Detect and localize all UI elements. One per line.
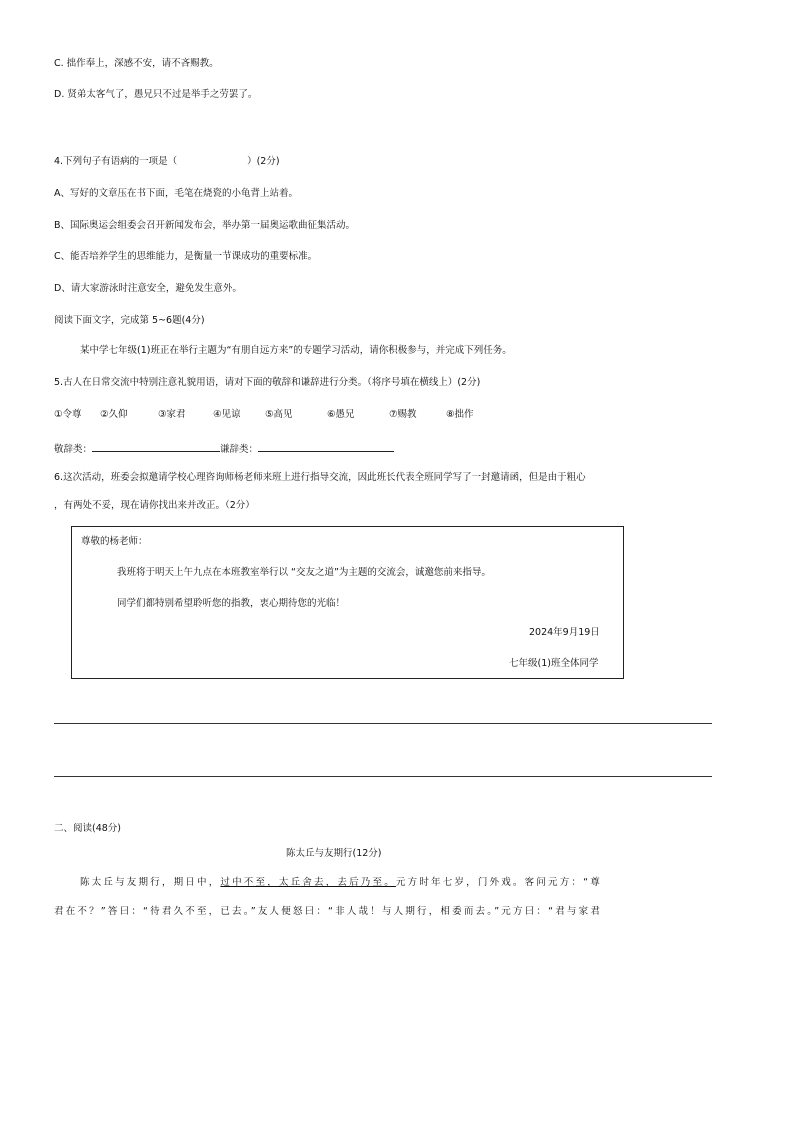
q5-option: ②久仰	[100, 409, 128, 420]
q6-stem-line1: 6.这次活动，班委会拟邀请学校心理咨询师杨老师来班上进行指导交流，因此班长代表全班同学写了一封邀请函，但是由于粗心	[54, 472, 586, 483]
answer-line-2[interactable]	[54, 776, 712, 777]
humble-label: 谦辞类：	[220, 444, 259, 455]
q4-option-b: B、国际奥运会组委会召开新闻发布会，举办第一届奥运歌曲征集活动。	[54, 220, 356, 231]
section-heading: 二、阅读(48分)	[54, 823, 122, 834]
activity-context: 某中学七年级(1)班正在举行主题为“有朋自远方来”的专题学习活动，请你积极参与，并完成下列任务。	[80, 345, 512, 356]
honorific-answer-blank[interactable]	[92, 440, 220, 452]
q5-answer-row	[54, 440, 394, 457]
q5-option: ③家君	[158, 409, 186, 420]
passage-line-1-start: 陈太丘与友期行，期日中，	[80, 877, 221, 888]
q5-option: ⑧拙作	[446, 409, 474, 420]
letter-salutation: 尊敬的杨老师：	[81, 536, 148, 547]
q5-options	[54, 408, 496, 422]
letter-signature: 七年级(1)班全体同学	[509, 658, 599, 669]
honorific-label: 敬辞类：	[54, 444, 93, 455]
q4-stem-end: ）(2分)	[247, 156, 280, 167]
answer-line-1[interactable]	[54, 723, 712, 724]
letter-date: 2024年9月19日	[529, 627, 600, 638]
q5-option: ⑤高见	[265, 409, 293, 420]
q5-option: ④见谅	[213, 409, 241, 420]
q5-option: ⑥愚兄	[327, 409, 355, 420]
passage-line-1-end: 元方时年七岁，门外戏。客问元方：“尊	[395, 877, 602, 888]
q4-stem	[54, 155, 280, 169]
q4-option-c: C、能否培养学生的思维能力，是衡量一节课成功的重要标准。	[54, 251, 318, 262]
passage-underlined-sentence: 过中不至，太丘舍去，去后乃至。	[220, 877, 396, 888]
q4-stem-start: 4.下列句子有语病的一项是（	[54, 156, 178, 167]
humble-answer-blank[interactable]	[258, 440, 394, 452]
q3-option-c: C. 拙作奉上，深感不安，请不吝赐教。	[54, 58, 219, 69]
letter-body-1: 我班将于明天上午九点在本班教室举行以 “交友之道”为主题的交流会，诚邀您前来指导。	[117, 567, 491, 578]
q5-option: ⑦赐教	[389, 409, 417, 420]
passage-title: 陈太丘与友期行(12分)	[286, 848, 382, 859]
q6-stem-line2: ，有两处不妥，现在请你找出来并改正。（2分）	[54, 500, 255, 511]
passage-line-1	[80, 876, 602, 890]
letter-body-2: 同学们都特别希望聆听您的指教，衷心期待您的光临！	[117, 598, 346, 609]
q5-option: ①令尊	[54, 409, 82, 420]
q5-stem: 5.古人在日常交流中特别注意礼貌用语，请对下面的敬辞和谦辞进行分类。（将序号填在横线上）(2分)	[54, 377, 481, 388]
reading-intro: 阅读下面文字，完成第 5~6题(4分)	[54, 315, 205, 326]
q3-option-d: D. 贤弟太客气了，愚兄只不过是举手之劳罢了。	[54, 89, 258, 100]
passage-line-2: 君在不？”答曰：“待君久不至，已去。”友人便怒曰：“非人哉！与人期行，相委而去。”元方曰：“君与家君	[54, 906, 603, 917]
q4-option-d: D、请大家游泳时注意安全，避免发生意外。	[54, 283, 242, 294]
q4-option-a: A、写好的文章压在书下面，毛笔在烧瓷的小龟背上站着。	[54, 188, 298, 199]
